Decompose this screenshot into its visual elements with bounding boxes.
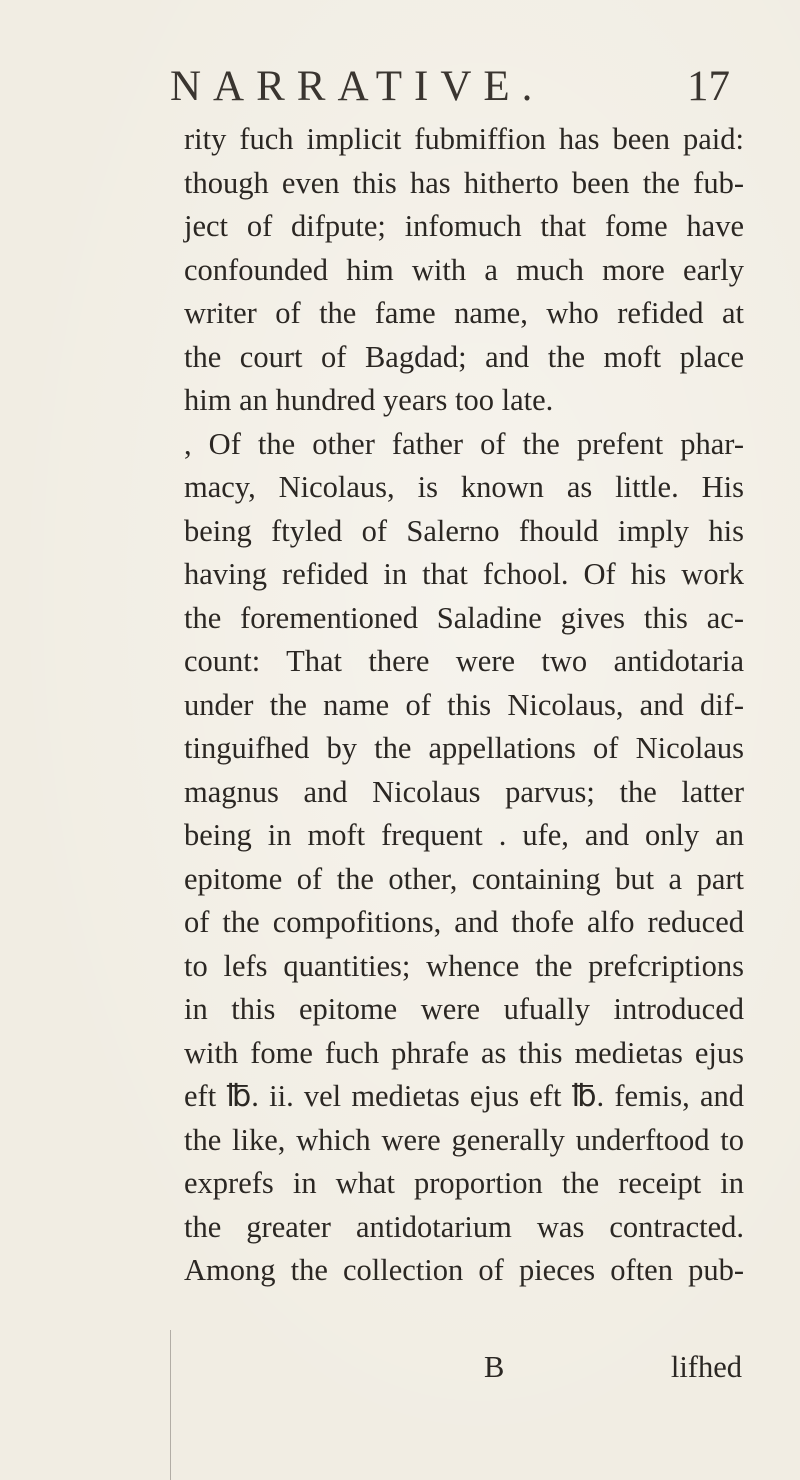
text-line: being in moft frequent . ufe, and only an xyxy=(184,818,744,852)
running-head: NARRATIVE. xyxy=(170,63,545,110)
text-line: confounded him with a much more early xyxy=(184,252,744,287)
page-header xyxy=(170,62,730,122)
body-text xyxy=(184,118,744,1293)
text-line: being ftyled of Salerno fhould imply his xyxy=(184,513,744,548)
text-line: in this epitome were ufually introduced xyxy=(184,992,744,1026)
text-line: exprefs in what proportion the receipt in xyxy=(184,1166,744,1200)
text-line: rity fuch implicit fubmiffion has been paid: xyxy=(184,122,744,156)
page-footer xyxy=(184,1350,744,1394)
text-line: the court of Bagdad; and the moft place xyxy=(184,339,744,374)
text-line: the forementioned Saladine gives this ac- xyxy=(184,600,744,635)
text-line: tinguifhed by the appellations of Nicolaus xyxy=(184,731,744,765)
text-line: , Of the other father of the prefent phar- xyxy=(184,426,744,461)
text-line: magnus and Nicolaus parvus; the latter xyxy=(184,774,744,809)
page-number: 17 xyxy=(687,63,730,110)
text-line: with fome fuch phrafe as this medietas ejus xyxy=(184,1035,744,1070)
text-line: him an hundred years too late. xyxy=(184,383,554,417)
gutter-shadow xyxy=(170,1330,171,1480)
signature-mark: B xyxy=(484,1350,505,1384)
text-line: to lefs quantities; whence the prefcriptions xyxy=(184,948,744,983)
text-line: though even this has hitherto been the fub- xyxy=(184,165,744,200)
text-line: eft ℔. ii. vel medietas ejus eft ℔. femis, and xyxy=(184,1079,744,1113)
text-line: epitome of the other, containing but a part xyxy=(184,861,744,896)
text-line: having refided in that fchool. Of his work xyxy=(184,557,744,591)
text-line: the like, which were generally underftood to xyxy=(184,1122,744,1157)
text-line: ject of difpute; infomuch that fome have xyxy=(184,209,744,243)
text-line: of the compofitions, and thofe alfo reduced xyxy=(184,905,744,939)
text-line: count: That there were two antidotaria xyxy=(184,644,744,678)
text-line: the greater antidotarium was contracted. xyxy=(184,1209,744,1244)
text-line: under the name of this Nicolaus, and dif- xyxy=(184,687,744,722)
text-line: writer of the fame name, who refided at xyxy=(184,296,744,330)
text-line: macy, Nicolaus, is known as little. His xyxy=(184,470,744,504)
catchword: lifhed xyxy=(670,1350,742,1384)
text-line: Among the collection of pieces often pub- xyxy=(184,1253,744,1287)
